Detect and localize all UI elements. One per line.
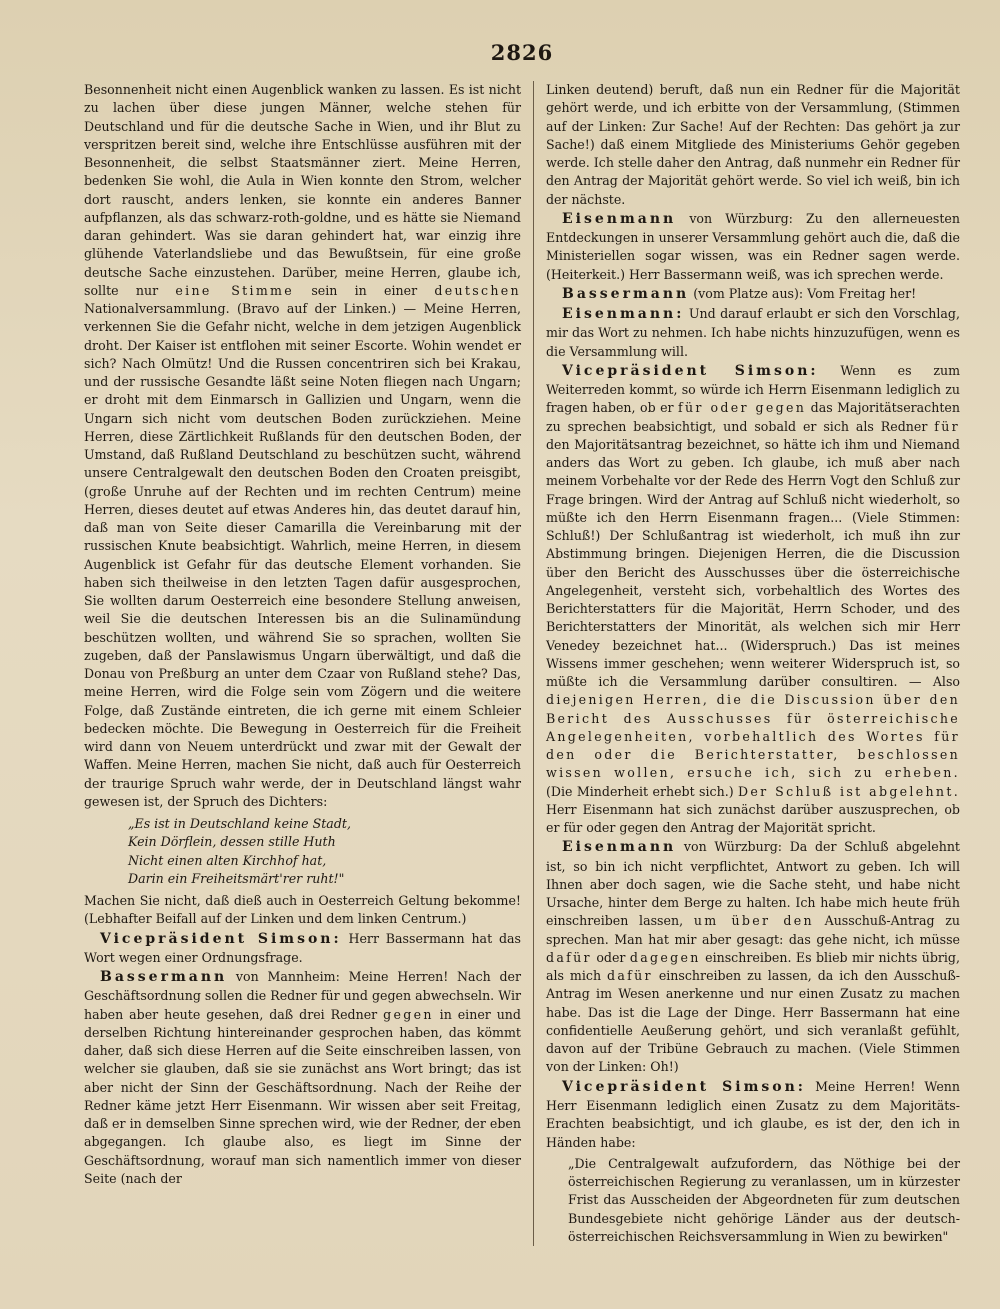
text-run: Wenn es zum Weiterreden kommt, so würde ich Herrn Eisenmann lediglich zu fragen haben, ob er <box>546 362 961 416</box>
speaker-name: Eisenmann <box>562 839 677 856</box>
speaker-name: Bassermann <box>100 969 228 986</box>
text-run: in einer und derselben Richtung hintereinander gesprochen haben, das kömmt daher, daß sich diese Herren auf die Seite einschreiben lassen, von welcher sie glauben, daß sie sie zunächst ans Wort bringt; das ist aber nicht der Sinn der Geschäftsordnung. Nach der Reihe der Redner käme jetzt Herr Eisenmann. Wir wissen aber seit Freitag, daß er in demselben Sinne sprechen wird, wie der Redner, der eben abgegangen. Ich glaube also, es liegt im Sinne der Geschäftsordnung, worauf man sich namentlich immer von dieser Seite (nach der <box>84 1006 521 1186</box>
page-number: 2826 <box>490 40 554 65</box>
paragraph <box>84 929 521 968</box>
poem-line: Nicht einen alten Kirchhof hat, <box>128 852 327 868</box>
text-run: (vom Platze aus): Vom Freitag her! <box>693 285 917 301</box>
poem-line: „Es ist in Deutschland keine Stadt, <box>128 816 351 831</box>
text-run: von Mannheim: Meine Herren! Nach der Geschäftsordnung sollen die Redner für und gegen abwechseln. Wir haben aber heute gesehen, daß drei Redner <box>84 969 521 1022</box>
paragraph: Machen Sie nicht, daß dieß auch in Oesterreich Geltung bekomme! (Lebhafter Beifall auf der Linken und dem linken Centrum.) <box>84 893 521 927</box>
paragraph <box>546 304 960 361</box>
paragraph <box>546 284 960 304</box>
spaced-text: für <box>934 418 960 434</box>
spaced-text: diejenigen Herren, die die Discussion über den Bericht des Ausschusses für österreichische Angelegenheiten, vorbehaltlich des Wortes für den oder die Berichterstatter, beschlossen wissen wollen, ersuche ich, sich zu erheben. <box>546 692 960 781</box>
speaker-name: Bassermann <box>562 285 690 302</box>
spaced-text: Der Schluß ist abgelehnt. <box>738 783 960 799</box>
text-run: (Die Minderheit erhebt sich.) <box>546 783 734 799</box>
poem-quote <box>128 815 521 888</box>
text-columns <box>84 81 960 1246</box>
text-run: den Majoritätsantrag bezeichnet, so hätte ich ihm und Niemand anders das Wort zu geben. Ich glaube, ich muß aber nach meinem Vorbehalte vor der Rede des Herrn Vogt den Schluß zur Frage bringen. Wird der Antrag auf Schluß nicht wiederholt, so müßte ich den Herrn Eisenmann fragen... (Viele Stimmen: Schluß!) Der Schlußantrag ist wiederholt, ich muß ihn zur Abstimmung bringen. Diejenigen Herren, die die Discussion über den Bericht des Ausschusses über die österreichische Angelegenheit, versteht sich, vorbehaltlich des Wortes des Berichterstatters für die Majorität, Herrn Schoder, und des Berichterstatters der Minorität, als welchen sich mir Herr Venedey bezeichnet hat... (Widerspruch.) Das ist meines Wissens immer geschehen; wenn weiterer Widerspruch ist, so müßte ich die Versammlung darüber consultiren. — Also <box>546 436 960 690</box>
spaced-text: dafür <box>546 949 592 965</box>
left-column <box>84 81 534 1246</box>
paragraph <box>546 837 960 1076</box>
text-run: einschreiben zu lassen, da ich den Ausschuß-Antrag im Wesen anerkenne und nur einen Zusatz zu machen habe. Das ist die Lage der Dinge. Herr Bassermann hat eine confidentielle Aeußerung gehört, und sich veranlaßt gefühlt, davon auf der Tribüne Gebrauch zu machen. (Viele Stimmen von der Linken: Oh!) <box>546 968 960 1075</box>
text-run: Herr Eisenmann hat sich zunächst darüber auszusprechen, ob er für oder gegen den Antrag der Majorität spricht. <box>546 801 960 836</box>
speaker-name: Eisenmann <box>562 210 677 227</box>
text-run: einschreiben. Es blieb mir nichts übrig, als mich <box>546 949 960 984</box>
text-run: sein in einer <box>311 282 418 298</box>
right-column <box>534 81 960 1246</box>
text-run: von Würzburg: Zu den allerneuesten Entdeckungen in unserer Versammlung gehört auch die, daß die Ministeriellen sogar wissen, was ein Redner sagen werde. (Heiterkeit.) Herr Bassermann weiß, was ich sprechen werde. <box>546 210 960 282</box>
text-run: Und darauf erlaubt er sich den Vorschlag, mir das Wort zu nehmen. Ich habe nichts hinzuzufügen, wenn es die Versammlung will. <box>546 306 960 359</box>
speaker-name: Vicepräsident Simson: <box>562 362 819 379</box>
spaced-text: um über den <box>693 913 814 929</box>
text-run: Besonnenheit nicht einen Augenblick wanken zu lassen. Es ist nicht zu lachen über diese jungen Männer, welche stehen für Deutschland und für die deutsche Sache in Wien, und ihr Blut zu verspritzen bereit sind, welche ihre Entschlüsse ausführen mit der Besonnenheit, die selbst Staatsmänner ziert. Meine Herren, bedenken Sie wohl, die Aula in Wien konnte den Strom, welcher dort rauscht, anders lenken, sie konnte ein anderes Banner aufpflanzen, als das schwarz-roth-goldne, und es hätte sie Niemand daran gehindert. Was sie daran gehindert hat, war einzig ihre glühende Vaterlandsliebe und das Bewußtsein, für eine große deutsche Sache einzustehen. Darüber, meine Herren, glaube ich, sollte nur <box>84 82 521 298</box>
paragraph <box>84 81 521 811</box>
spaced-text: eine Stimme <box>175 282 295 298</box>
speaker-name: Vicepräsident Simson: <box>100 930 342 947</box>
spaced-text: dagegen <box>629 949 701 965</box>
spaced-text: für oder gegen <box>678 400 807 416</box>
paragraph <box>84 967 521 1188</box>
text-run: Meine Herren! Wenn Herr Eisenmann lediglich einen Zusatz zu dem Majoritäts-Erachten beabsichtigt, und ich glaube, es ist der, den ich in Händen habe: <box>546 1078 961 1150</box>
poem-line: Darin ein Freiheitsmärt'rer ruht!" <box>128 870 345 886</box>
text-run: Ausschuß-Antrag zu sprechen. Man hat mir aber gesagt: das gehe nicht, ich müsse <box>546 913 960 947</box>
speaker-name: Eisenmann: <box>562 306 685 323</box>
paragraph <box>546 209 960 284</box>
paragraph <box>546 1077 960 1152</box>
text-run: oder <box>596 949 626 965</box>
spaced-text: gegen <box>383 1006 434 1022</box>
paragraph: Linken deutend) beruft, daß nun ein Redner für die Majorität gehört werde, und ich erbitte von der Versammlung, (Stimmen auf der Linken: Zur Sache! Auf der Rechten: Das gehört ja zur Sache!) daß einem Mitgliede des Ministeriums Gehör gegeben werde. Ich stelle daher den Antrag, daß nunmehr ein Redner für den Antrag der Majorität gehört werde. So viel ich weiß, bin ich der nächste. <box>546 82 960 207</box>
motion-quote: „Die Centralgewalt aufzufordern, das Nöthige bei der österreichischen Regierung zu veranlassen, um in kürzester Frist das Ausscheiden der Abgeordneten für zum deutschen Bundesgebiete nicht gehörige Länder aus der deutsch-österreichischen Reichsversammlung in Wien zu bewirken" <box>568 1155 960 1244</box>
poem-line: Kein Dörflein, dessen stille Huth <box>128 834 336 850</box>
paragraph <box>546 361 960 838</box>
text-run: Herr Bassermann hat das Wort wegen einer Ordnungsfrage. <box>84 930 521 965</box>
spaced-text: deutschen <box>434 282 521 298</box>
text-run: das Majoritätserachten zu sprechen beabsichtigt, und sobald er sich als Redner <box>546 400 960 434</box>
speaker-name: Vicepräsident Simson: <box>562 1078 806 1095</box>
text-run: Nationalversammlung. (Bravo auf der Linken.) — Meine Herren, verkennen Sie die Gefahr nicht, welche in dem jetzigen Augenblick droht. Der Kaiser ist entflohen mit seiner Escorte. Wohin wendet er sich? Nach Olmütz! Und die Russen concentriren sich bei Krakau, und der russische Gesandte läßt seine Noten fliegen nach Ungarn; er droht mit dem Einmarsch in Gallizien und Ungarn, wenn die Ungarn sich nicht vom deutschen Boden zurückziehen. Meine Herren, diese Zärtlichkeit Rußlands für den deutschen Boden, der Umstand, daß Rußland Deutschland zu beschützen sucht, während unsere Centralgewalt den deutschen Boden den Croaten preisgibt, (große Unruhe auf der Rechten und im rechten Centrum) meine Herren, dieses deutet auf etwas Anderes hin, das deutet darauf hin, daß man von Seite dieser Camarilla die Vereinbarung mit der russischen Knute beabsichtigt. Wahrlich, meine Herren, in diesem Augenblick ist Gefahr für das deutsche Element vorhanden. Sie haben sich theilweise in den letzten Tagen dafür ausgesprochen, Sie wollten darum Oesterreich eine besondere Stellung anweisen, weil Sie die deutschen Interessen bis an die Sulinamündung beschützen wollten, und während Sie so sprachen, wollten Sie zugeben, daß der Panslawismus Ungarn überwältigt, und daß die Donau von Preßburg an unter dem Czaar von Rußland stehe? Das, meine Herren, wird die Folge sein vom Zögern und die weitere Folge, daß Zustände eintreten, die ich gerne mit einem Schleier bedecken möchte. Die Bewegung in Oesterreich für die Freiheit wird dann von Neuem unterdrückt und zwar mit der Gewalt der Waffen. Meine Herren, machen Sie nicht, daß auch für Oesterreich der traurige Spruch wahr werde, der in Deutschland längst wahr gewesen ist, der Spruch des Dichters: <box>84 301 521 809</box>
text-run: von Würzburg: Da der Schluß abgelehnt ist, so bin ich nicht verpflichtet, Antwort zu geben. Ich will Ihnen aber doch sagen, wie die Sache steht, und habe nicht Ursache, hinter dem Berge zu halten. Ich habe mich heute früh einschreiben lassen, <box>546 839 960 929</box>
spaced-text: dafür <box>607 968 653 984</box>
